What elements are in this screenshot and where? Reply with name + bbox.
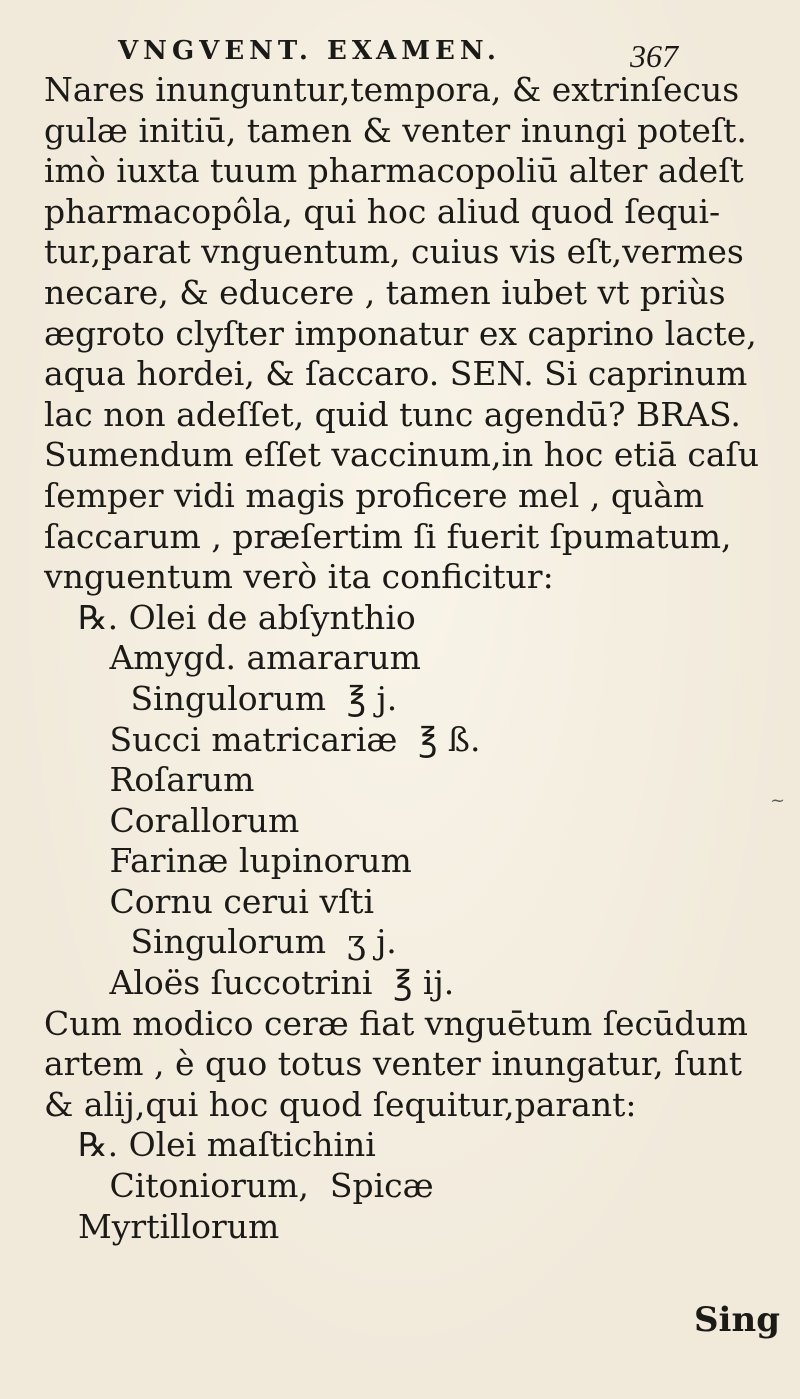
page-number: 367 <box>630 38 678 74</box>
text-line: ſaccarum , præſertim ſi fuerit ſpumatum, <box>44 516 732 556</box>
recipe-line: Citoniorum, Spicæ <box>78 1166 434 1206</box>
running-head-title: VNGVENT. EXAMEN. <box>118 36 501 66</box>
text-line: necare, & educere , tamen iubet vt priùs <box>44 272 726 312</box>
recipe-line: Roſarum <box>78 760 255 800</box>
text-line: Sumendum eſſet vaccinum,in hoc etiā caſu <box>44 435 759 475</box>
body-text <box>44 70 774 1247</box>
margin-mark: ~ <box>770 790 786 811</box>
text-line: Cum modico ceræ fiat vnguētum ſecūdum <box>44 1003 748 1043</box>
text-line: lac non adeſſet, quid tunc agendū? BRAS. <box>44 394 741 434</box>
text-line: gulæ initiū, tamen & venter inungi poteſt. <box>44 110 747 150</box>
text-line: vnguentum verò ita conficitur: <box>44 557 554 597</box>
catchword: Sing <box>694 1300 780 1340</box>
text-line: aqua hordei, & ſaccaro. SEN. Si caprinum <box>44 354 748 394</box>
text-line: ſemper vidi magis proficere mel , quàm <box>44 475 705 515</box>
recipe-line: Myrtillorum <box>78 1206 280 1246</box>
text-line: Nares inunguntur,tempora, & extrinſecus <box>44 70 740 109</box>
text-line: tur,parat vnguentum, cuius vis eſt,vermes <box>44 232 744 272</box>
text-line: & alij,qui hoc quod ſequitur,parant: <box>44 1084 637 1124</box>
text-line: pharmacopôla, qui hoc aliud quod ſequi- <box>44 191 721 231</box>
recipe-line: Singulorum ℥ j. <box>78 678 398 718</box>
text-line: imò iuxta tuum pharmacopoliū alter adeſt <box>44 151 744 191</box>
recipe-line: Amygd. amararum <box>78 638 421 678</box>
recipe-line: Aloës ſuccotrini ℥ ij. <box>78 963 455 1003</box>
recipe-line: ℞. Olei de abſynthio <box>78 597 416 637</box>
recipe-line: Succi matricariæ ℥ ß. <box>78 719 481 759</box>
recipe-line: Farinæ lupinorum <box>78 841 412 881</box>
text-line: ægroto clyſter imponatur ex caprino lacte, <box>44 313 757 353</box>
recipe-line: Cornu cerui vſti <box>78 881 375 921</box>
recipe-line: Corallorum <box>78 800 300 840</box>
text-line: artem , è quo totus venter inungatur, ſunt <box>44 1044 743 1084</box>
running-head <box>118 30 718 74</box>
recipe-line: Singulorum ʒ j. <box>78 922 397 962</box>
recipe-line: ℞. Olei maſtichini <box>78 1125 376 1165</box>
